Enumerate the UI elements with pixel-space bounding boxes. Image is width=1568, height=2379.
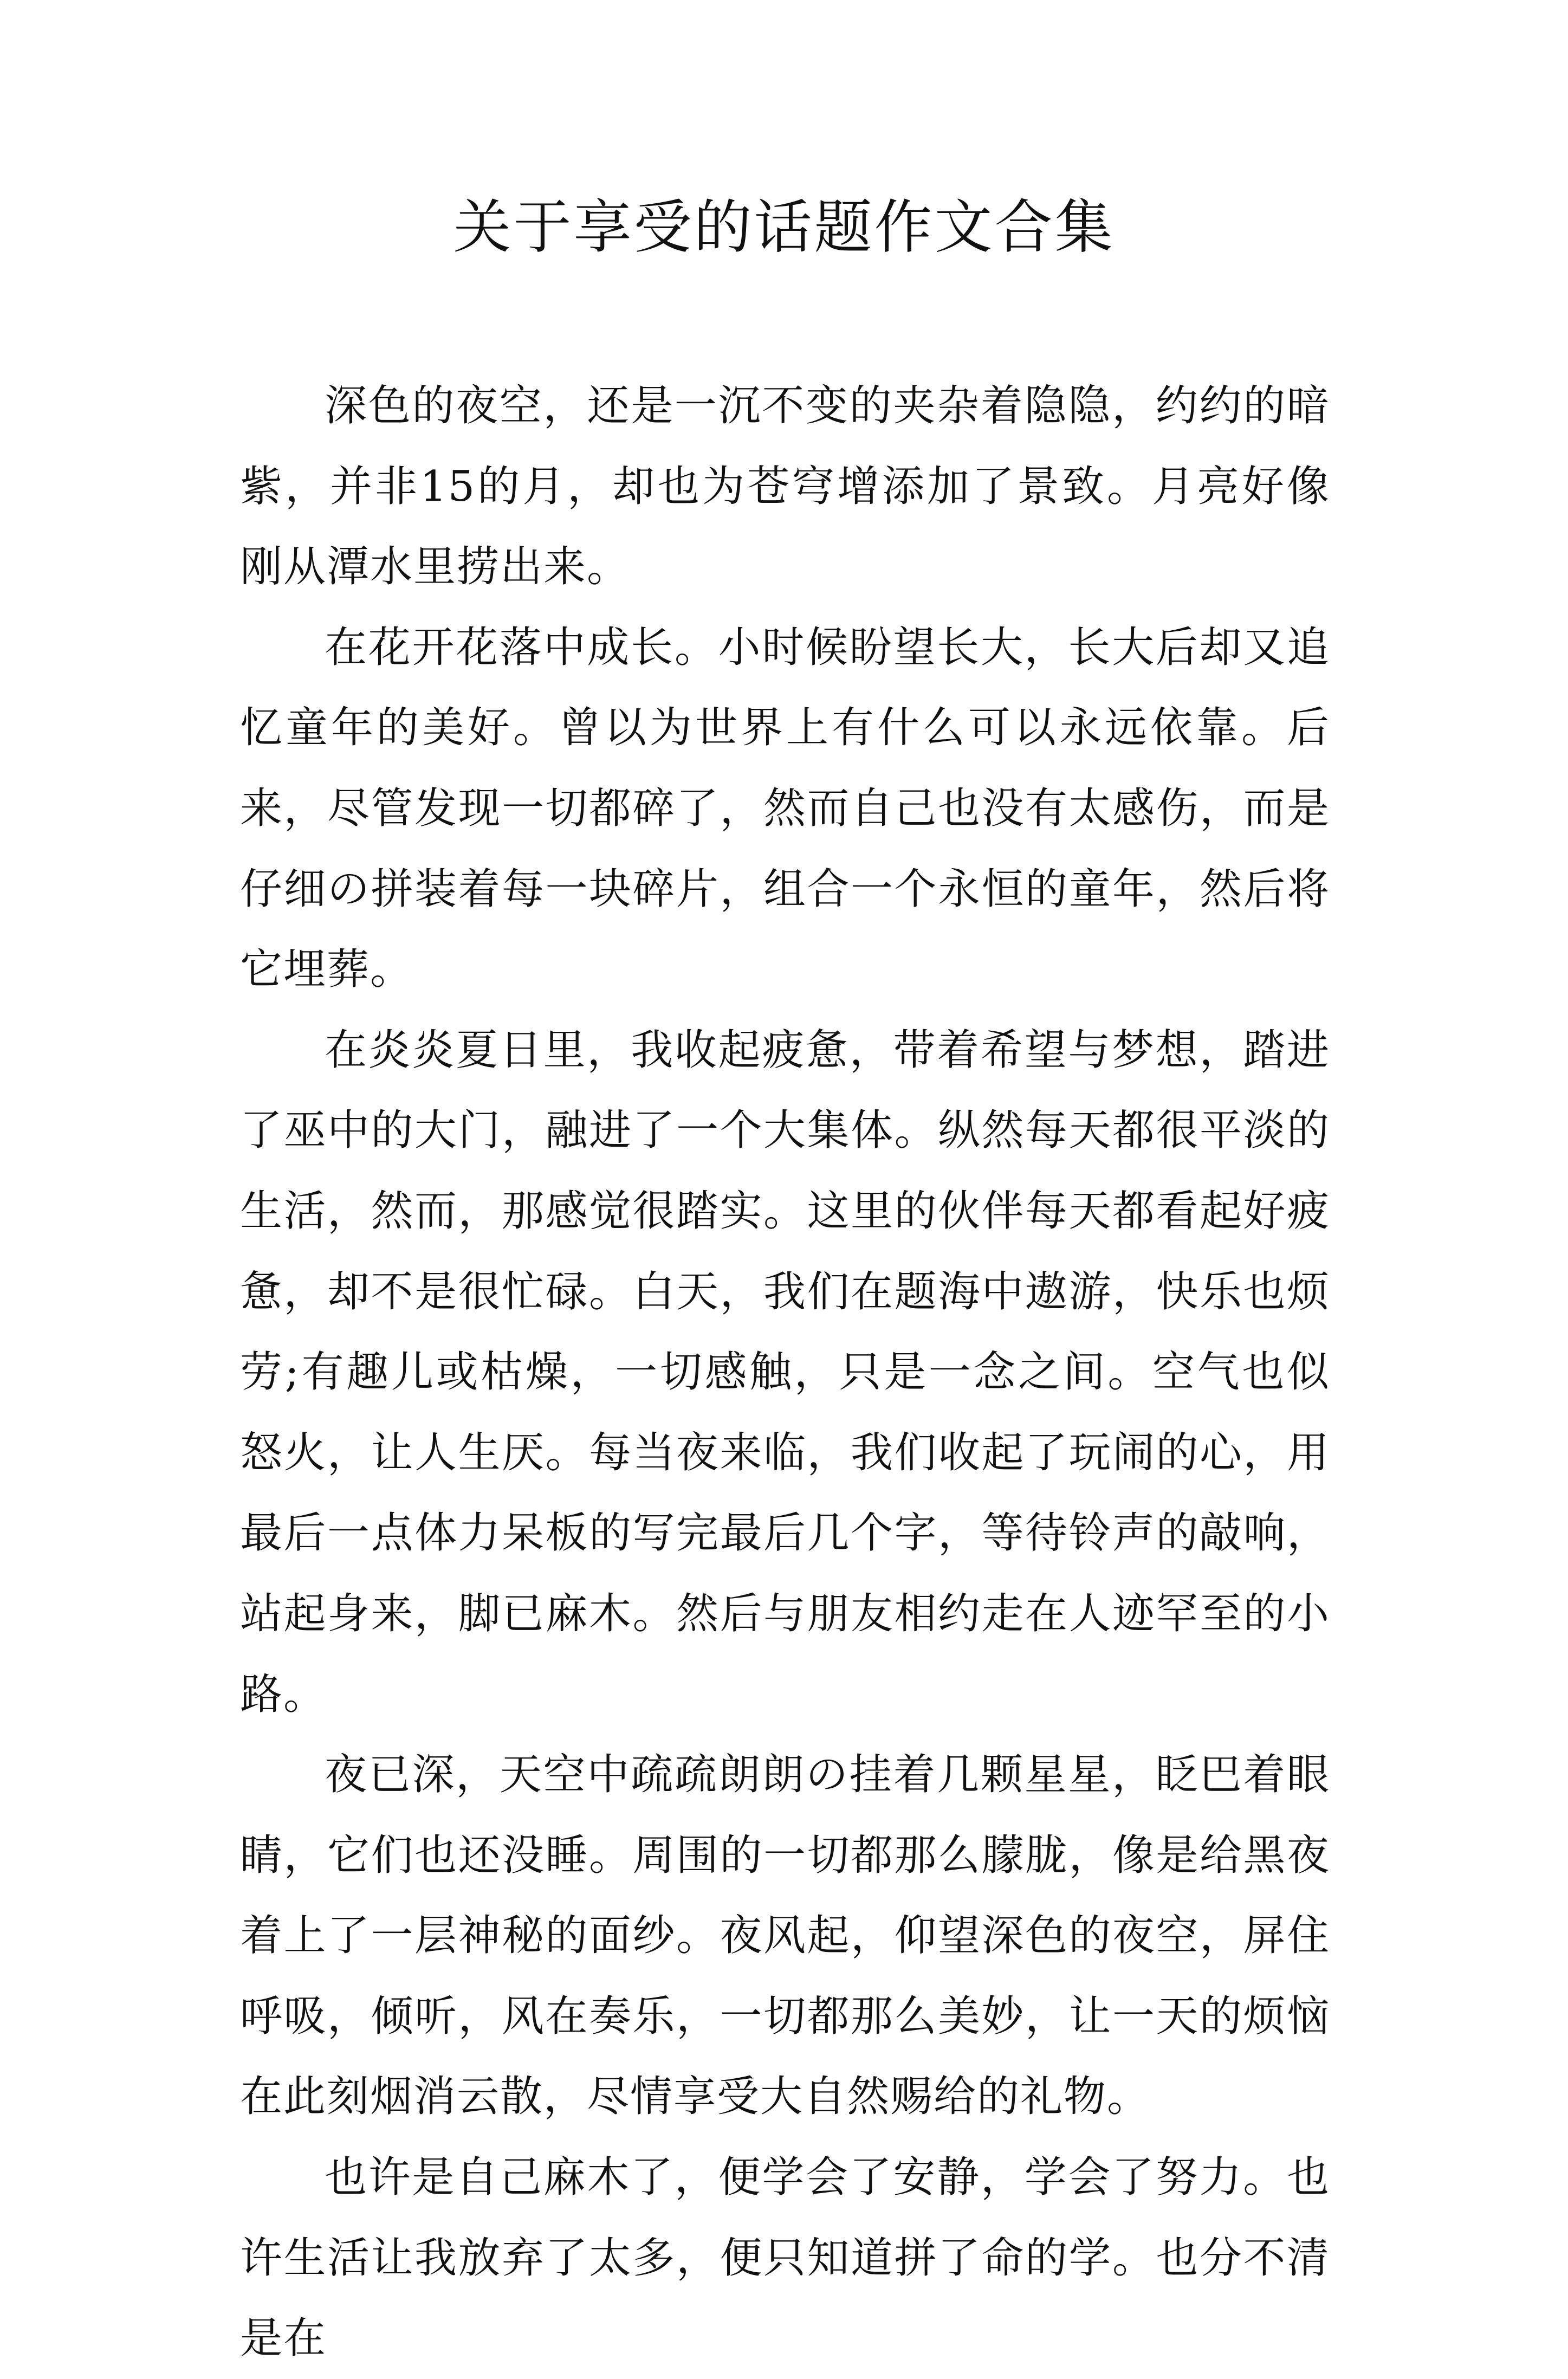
paragraph: 深色的夜空，还是一沉不变的夹杂着隐隐，约约的暗紫，并非15的月，却也为苍穹增添加了景致。月亮好像刚从潭水里捞出来。 — [240, 382, 1330, 592]
document-title: 关于享受的话题作文合集 — [453, 194, 1115, 261]
paragraph: 也许是自己麻木了，便学会了安静，学会了努力。也许生活让我放弃了太多，便只知道拼了命的学。也分不清是在 — [240, 2153, 1330, 2363]
document-body — [240, 366, 1330, 2379]
paragraph: 在炎炎夏日里，我收起疲惫，带着希望与梦想，踏进了巫中的大门，融进了一个大集体。纵然每天都很平淡的生活，然而，那感觉很踏实。这里的伙伴每天都看起好疲惫，却不是很忙碌。白天，我们在题海中遨游，快乐也烦劳;有趣儿或枯燥，一切感触，只是一念之间。空气也似怒火，让人生厌。每当夜来临，我们收起了玩闹的心，用最后一点体力呆板的写完最后几个字，等待铃声的敲响，站起身来，脚已麻木。然后与朋友相约走在人迹罕至的小路。 — [240, 1025, 1330, 1719]
paragraph: 夜已深，天空中疏疏朗朗の挂着几颗星星，眨巴着眼睛，它们也还没睡。周围的一切都那么朦胧，像是给黑夜着上了一层神秘的面纱。夜风起，仰望深色的夜空，屏住呼吸，倾听，风在奏乐，一切都那么美妙，让一天的烦恼在此刻烟消云散，尽情享受大自然赐给的礼物。 — [240, 1750, 1330, 2122]
paragraph: 在花开花落中成长。小时候盼望长大，长大后却又追忆童年的美好。曾以为世界上有什么可以永远依靠。后来，尽管发现一切都碎了，然而自己也没有太感伤，而是仔细の拼装着每一块碎片，组合一个永恒的童年，然后将它埋葬。 — [240, 623, 1330, 994]
